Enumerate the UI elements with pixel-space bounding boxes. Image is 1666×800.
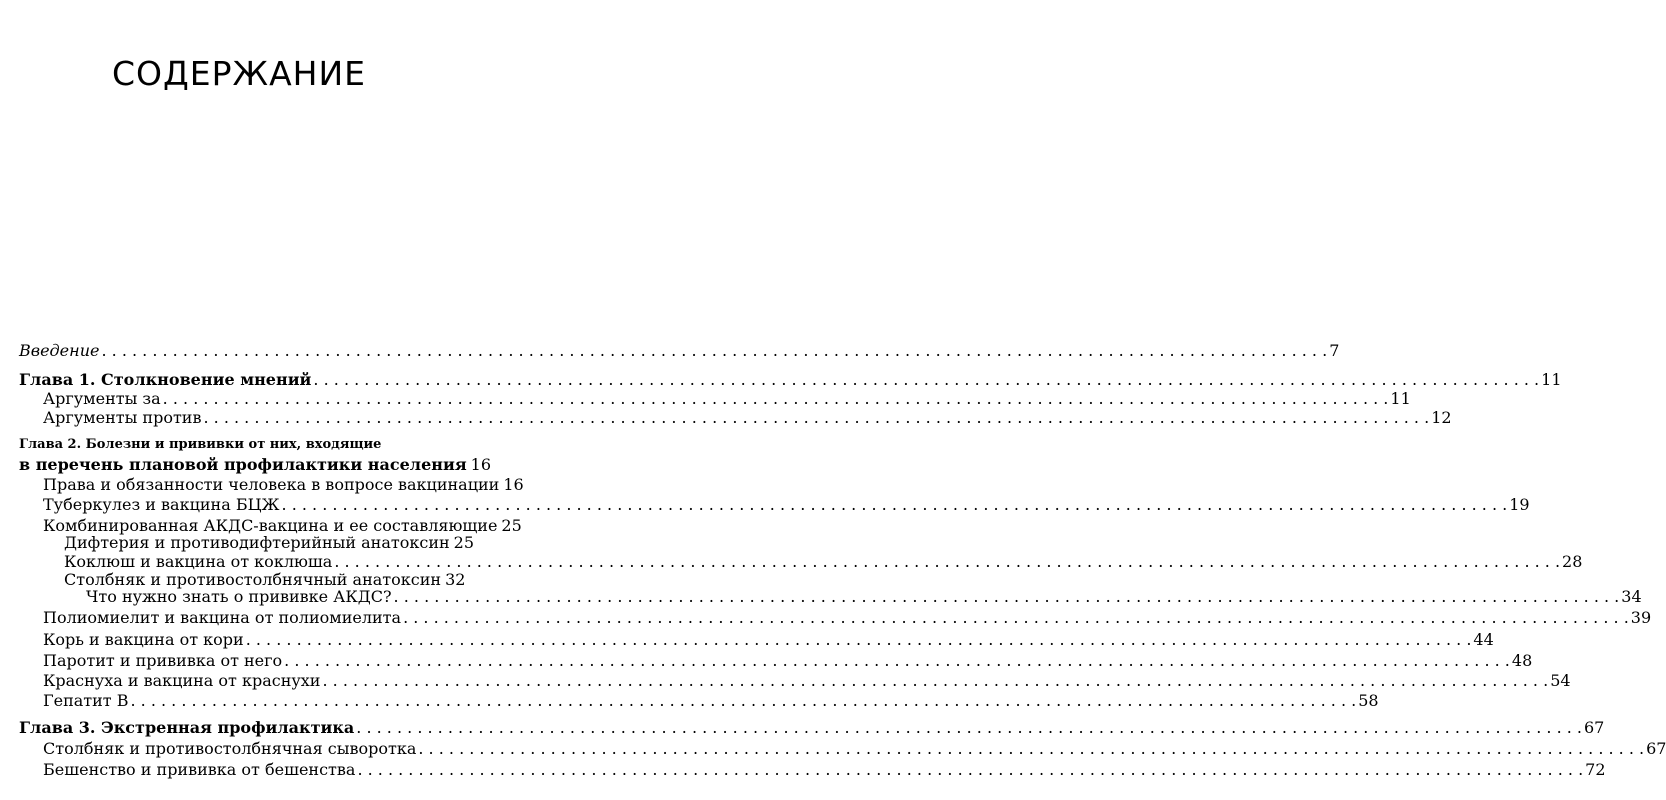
toc-page-number: 12 (1431, 408, 1452, 427)
toc-entry-chapter-3[interactable] (19, 718, 1605, 737)
toc-chapter-2-heading-line1: Глава 2. Болезни и прививки от них, входящие (19, 437, 382, 452)
toc-page-number: 34 (1621, 587, 1642, 606)
toc-page-number: 16 (470, 455, 492, 474)
toc-entry-dtp-faq[interactable] (86, 587, 1642, 606)
toc-page-number: 44 (1473, 630, 1494, 649)
leader-dots (246, 630, 1472, 649)
leader-dots (322, 671, 1548, 690)
toc-entry-label: Глава 1. Столкновение мнений (19, 370, 312, 389)
toc-entry-label: Паротит и прививка от него (43, 651, 283, 670)
leader-dots (130, 691, 1356, 710)
toc-page-number: 58 (1358, 691, 1379, 710)
toc-entry-label: Введение (19, 341, 100, 360)
toc-entry-label: Комбинированная АКДС-вакцина и ее составляющие (43, 516, 498, 535)
toc-page-number: 7 (1329, 341, 1340, 360)
toc-entry-label: Аргументы за (43, 389, 161, 408)
toc-page-number: 72 (1585, 760, 1606, 779)
toc-page-number: 48 (1511, 651, 1533, 670)
toc-entry-label: Что нужно знать о прививке АКДС? (86, 587, 392, 606)
toc-page-number: 67 (1646, 739, 1666, 758)
leader-dots (101, 341, 1327, 360)
leader-dots (282, 495, 1508, 514)
toc-entry-label: Дифтерия и противодифтерийный анатоксин (64, 533, 450, 552)
toc-page-number: 67 (1584, 718, 1605, 737)
toc-entry-arguments-for[interactable] (43, 389, 1411, 408)
toc-entry-label: Туберкулез и вакцина БЦЖ (43, 495, 280, 514)
leader-dots (403, 608, 1629, 627)
page-title: СОДЕРЖАНИЕ (111, 54, 367, 93)
toc-entry-label: Корь и вакцина от кори (43, 630, 244, 649)
leader-dots (394, 587, 1620, 606)
toc-entry-label: Коклюш и вакцина от коклюша (64, 552, 333, 571)
toc-entry-hepatitis-b[interactable] (43, 691, 1379, 710)
leader-dots (284, 651, 1510, 670)
toc-entry-chapter-1[interactable] (19, 370, 1562, 389)
leader-dots (203, 408, 1429, 427)
toc-entry-label: Столбняк и противостолбнячный анатоксин (64, 570, 442, 589)
toc-page-number: 28 (1562, 552, 1583, 571)
toc-entry-mumps[interactable] (43, 651, 1533, 670)
toc-entry-rabies[interactable] (43, 760, 1606, 779)
toc-entry-label: Бешенство и прививка от бешенства (43, 760, 356, 779)
leader-dots (163, 389, 1389, 408)
toc-entry-label: Полиомиелит и вакцина от полиомиелита (43, 608, 402, 627)
toc-page-number: 39 (1630, 608, 1652, 627)
toc-entry-rights[interactable] (43, 475, 524, 494)
toc-entry-chapter-2[interactable] (19, 455, 492, 474)
toc-entry-label: Глава 3. Экстренная профилактика (19, 718, 355, 737)
toc-entry-measles[interactable] (43, 630, 1494, 649)
toc-page-number: 25 (501, 516, 522, 535)
toc-entry-diphtheria[interactable] (64, 533, 474, 552)
toc-entry-label: Краснуха и вакцина от краснухи (43, 671, 321, 690)
toc-entry-intro[interactable] (19, 341, 1340, 360)
toc-entry-label: Столбняк и противостолбнячная сыворотка (43, 739, 417, 758)
toc-entry-label: Гепатит В (43, 691, 129, 710)
toc-page-number: 16 (503, 475, 524, 494)
toc-page-number: 25 (453, 533, 474, 552)
toc-page-number: 11 (1541, 370, 1562, 389)
toc-entry-tuberculosis[interactable] (43, 495, 1530, 514)
toc-entry-rubella[interactable] (43, 671, 1571, 690)
toc-page-number: 11 (1390, 389, 1411, 408)
leader-dots (418, 739, 1644, 758)
toc-entry-label: Аргументы против (43, 408, 202, 427)
toc-entry-label: в перечень плановой профилактики населения (19, 455, 467, 474)
toc-page-number: 19 (1509, 495, 1530, 514)
leader-dots (356, 718, 1582, 737)
toc-entry-arguments-against[interactable] (43, 408, 1452, 427)
toc-entry-pertussis[interactable] (64, 552, 1583, 571)
leader-dots (313, 370, 1539, 389)
leader-dots (357, 760, 1583, 779)
toc-page-number: 32 (445, 570, 466, 589)
toc-page-number: 54 (1550, 671, 1571, 690)
toc-entry-label: Права и обязанности человека в вопросе вакцинации (43, 475, 500, 494)
toc-entry-tetanus-serum[interactable] (43, 739, 1666, 758)
toc-entry-polio[interactable] (43, 608, 1652, 627)
leader-dots (334, 552, 1560, 571)
